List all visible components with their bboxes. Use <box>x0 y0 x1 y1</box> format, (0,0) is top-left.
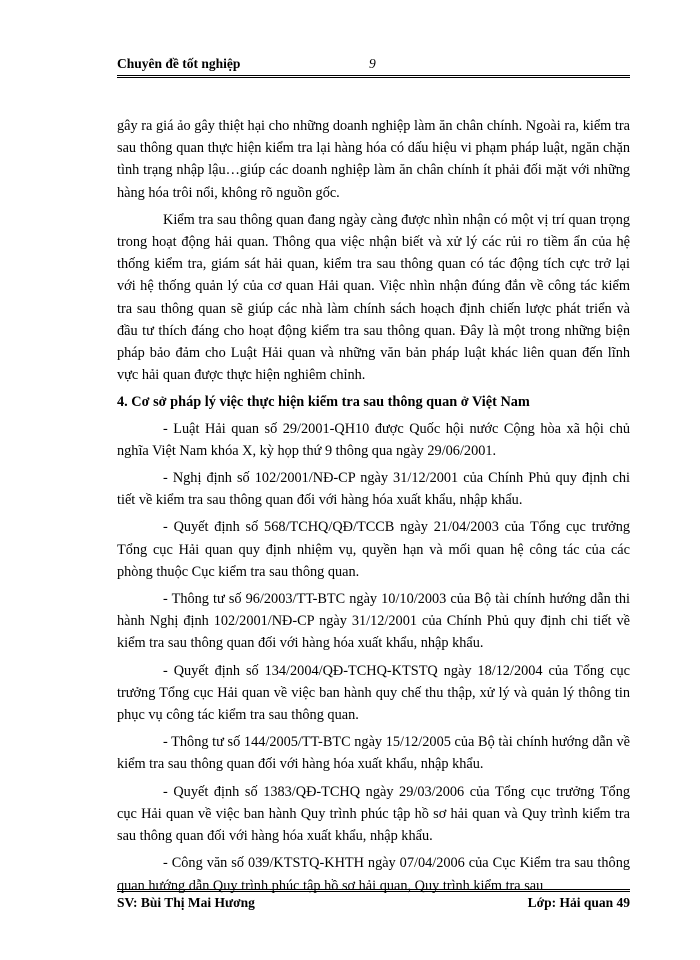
legal-basis-item: - Quyết định số 1383/QĐ-TCHQ ngày 29/03/2006 của Tổng cục trưởng Tổng cục Hải quan về việc ban hành Quy trình phúc tập hồ sơ hải quan và Quy trình kiểm tra sau thông quan đối với hàng hóa xuất khẩu, nhập khẩu. <box>117 783 630 845</box>
page-number: 9 <box>369 56 376 71</box>
legal-basis-item: - Quyết định số 134/2004/QĐ-TCHQ-KTSTQ ngày 18/12/2004 của Tổng cục trưởng Tổng cục Hải quan về việc ban hành quy chế thu thập, xử lý và quản lý thông tin phục vụ công tác kiểm tra sau thông quan. <box>117 662 630 724</box>
document-title: Chuyên đề tốt nghiệp <box>117 56 241 71</box>
legal-basis-item: - Luật Hải quan số 29/2001-QH10 được Quốc hội nước Cộng hòa xã hội chủ nghĩa Việt Nam khóa X, kỳ họp thứ 9 thông qua ngày 29/06/2001. <box>117 420 630 459</box>
body-paragraph: gây ra giá ảo gây thiệt hại cho những doanh nghiệp làm ăn chân chính. Ngoài ra, kiểm tra sau thông quan thực hiện kiểm tra lại hàng hóa có dấu hiệu vi phạm pháp luật, ngăn chặn tình trạng nhập lậu…giúp các doanh nghiệp làm ăn chân chính ít phải đối mặt với những hàng hóa trôi nổi, không rõ nguồn gốc. <box>117 118 630 201</box>
legal-basis-item: - Thông tư số 144/2005/TT-BTC ngày 15/12/2005 của Bộ tài chính hướng dẫn về kiểm tra sau thông quan đối với hàng hóa xuất khẩu, nhập khẩu. <box>117 734 630 773</box>
header-divider <box>117 75 630 78</box>
body-paragraph: Kiểm tra sau thông quan đang ngày càng được nhìn nhận có một vị trí quan trọng trong hoạt động hải quan. Thông qua việc nhận biết và xử lý các rủi ro tiềm ẩn của hệ thống kiểm tra, giám sát hải quan, kiểm tra sau thông quan có tác động tích cực trở lại với hệ thống quản lý của cơ quan Hải quan. Việc nhìn nhận đúng đắn về công tác kiểm tra sau thông quan sẽ giúp các nhà làm chính sách hoạch định chiến lược phát triển và đầu tư thích đáng cho hoạt động kiểm tra sau thông quan. Đây là một trong những biện pháp bảo đảm cho Luật Hải quan và những văn bản pháp luật khác liên quan đến lĩnh vực hải quan được thực hiện nghiêm chỉnh. <box>117 211 630 384</box>
page-footer <box>117 895 630 917</box>
legal-basis-item: - Thông tư số 96/2003/TT-BTC ngày 10/10/2003 của Bộ tài chính hướng dẫn thi hành Nghị định 102/2001/NĐ-CP ngày 31/12/2001 của Chính Phủ quy định chi tiết về kiểm tra sau thông quan đối với hàng hóa xuất khẩu, nhập khẩu. <box>117 591 630 652</box>
page-body <box>117 115 630 902</box>
legal-basis-item: - Công văn số 039/KTSTQ-KHTH ngày 07/04/2006 của Cục Kiểm tra sau thông quan hướng dẫn Quy trình phúc tập hồ sơ hải quan, Quy trình kiểm tra sau <box>117 855 630 894</box>
section-heading: 4. Cơ sở pháp lý việc thực hiện kiểm tra sau thông quan ở Việt Nam <box>117 394 530 411</box>
class-name: Lớp: Hải quan 49 <box>527 895 630 910</box>
footer-divider <box>117 889 630 892</box>
page-header <box>117 52 630 76</box>
legal-basis-item: - Nghị định số 102/2001/NĐ-CP ngày 31/12/2001 của Chính Phủ quy định chi tiết về kiểm tra sau thông quan đối với hàng hóa xuất khẩu, nhập khẩu. <box>117 470 630 509</box>
student-name: SV: Bùi Thị Mai Hương <box>117 895 255 910</box>
legal-basis-item: - Quyết định số 568/TCHQ/QĐ/TCCB ngày 21/04/2003 của Tổng cục trưởng Tổng cục Hải quan quy định nhiệm vụ, quyền hạn và mối quan hệ công tác của các phòng thuộc Cục kiểm tra sau thông quan. <box>117 519 630 580</box>
